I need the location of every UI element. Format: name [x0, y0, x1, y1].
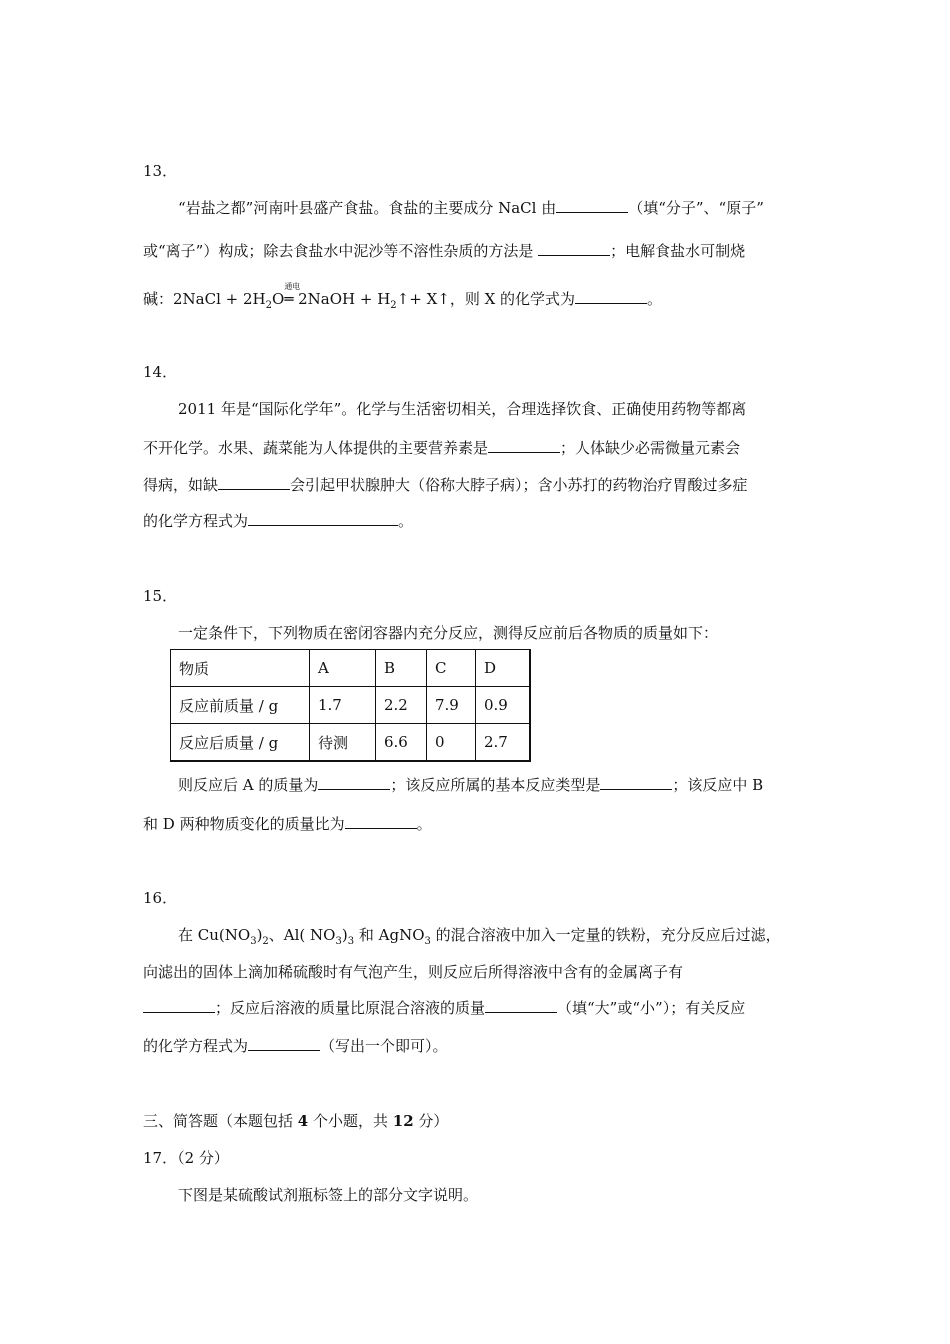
q15-intro: 一定条件下，下列物质在密闭容器内充分反应，测得反应前后各物质的质量如下：	[178, 624, 719, 642]
table-cell: 0.9	[476, 687, 531, 724]
q14-line-4: 的化学方程式为 。	[143, 512, 414, 530]
answer-blank[interactable]	[556, 197, 628, 213]
q13-line-2: 或“离子”）构成；除去食盐水中泥沙等不溶性杂质的方法是 ；电解食盐水可制烧	[143, 242, 746, 260]
q15-line-2: 和 D 两种物质变化的质量比为 。	[143, 815, 432, 833]
answer-blank[interactable]	[538, 240, 610, 256]
answer-blank[interactable]	[345, 813, 417, 829]
q16-line-2: 向滤出的固体上滴加稀硫酸时有气泡产生，则反应后所得溶液中含有的金属离子有	[143, 963, 684, 981]
q16-line-3: ；反应后溶液的质量比原混合溶液的质量 （填“大”或“小”）；有关反应	[143, 997, 745, 1019]
table-cell: 2.2	[376, 687, 427, 724]
answer-blank[interactable]	[318, 774, 390, 790]
table-cell: 2.7	[476, 724, 531, 762]
table-cell: 待测	[310, 724, 376, 762]
q16-line-1: 在 $Cu(NO_3)_2$、Al( $NO_3)_3$ 和 AgNO$_3$ 的混合溶液中加入一定量的铁粉，充分反应后过滤，	[178, 926, 781, 947]
mass-table	[170, 649, 531, 762]
answer-blank[interactable]	[218, 474, 290, 490]
answer-blank[interactable]	[575, 288, 647, 304]
q14-line-1: 2011 年是“国际化学年”。化学与生活密切相关，合理选择饮食、正确使用药物等都离	[178, 400, 747, 418]
answer-blank[interactable]	[143, 997, 215, 1013]
answer-blank[interactable]	[248, 510, 398, 526]
reaction-condition: 通电 ═	[284, 282, 301, 308]
table-cell: A	[310, 650, 376, 687]
answer-blank[interactable]	[485, 997, 557, 1013]
q13-line-3: 碱：2NaCl + $2H_2O$ 通电 ═ 2NaOH + $H_2↑+$ X↑，则 X 的化学式为 。	[143, 282, 663, 311]
table-row	[171, 724, 531, 762]
q14-line-3: 得病，如缺 会引起甲状腺肿大（俗称大脖子病）；含小苏打的药物治疗胃酸过多症	[143, 476, 748, 494]
q16-number: 16．	[143, 889, 178, 907]
table-row	[171, 687, 531, 724]
table-cell: C	[427, 650, 476, 687]
table-cell: 1.7	[310, 687, 376, 724]
q15-line-1: 则反应后 A 的质量为 ；该反应所属的基本反应类型是 ；该反应中 B	[178, 776, 764, 794]
q17-text: 下图是某硫酸试剂瓶标签上的部分文字说明。	[178, 1186, 479, 1204]
q13-number: 13．	[143, 162, 178, 180]
table-cell: 6.6	[376, 724, 427, 762]
q14-number: 14．	[143, 363, 178, 381]
q13-line-1: “岩盐之都”河南叶县盛产食盐。食盐的主要成分 NaCl 由 （填“分子”、“原子”	[178, 199, 764, 217]
table-cell: 反应后质量 / g	[171, 724, 310, 762]
answer-blank[interactable]	[488, 437, 560, 453]
q14-line-2: 不开化学。水果、蔬菜能为人体提供的主要营养素是 ；人体缺少必需微量元素会	[143, 439, 741, 457]
table-cell: 物质	[171, 650, 310, 687]
answer-blank[interactable]	[600, 774, 672, 790]
table-cell: 7.9	[427, 687, 476, 724]
q16-line-4: 的化学方程式为 （写出一个即可）。	[143, 1037, 448, 1055]
table-cell: 反应前质量 / g	[171, 687, 310, 724]
table-cell: 0	[427, 724, 476, 762]
answer-blank[interactable]	[248, 1035, 320, 1051]
table-cell: B	[376, 650, 427, 687]
table-cell: D	[476, 650, 531, 687]
q17-number: 17．（2 分）	[143, 1149, 229, 1167]
section-heading: 三、简答题（本题包括 4 个小题，共 12 分）	[143, 1112, 449, 1130]
table-header-row	[171, 650, 531, 687]
q15-number: 15．	[143, 587, 178, 605]
